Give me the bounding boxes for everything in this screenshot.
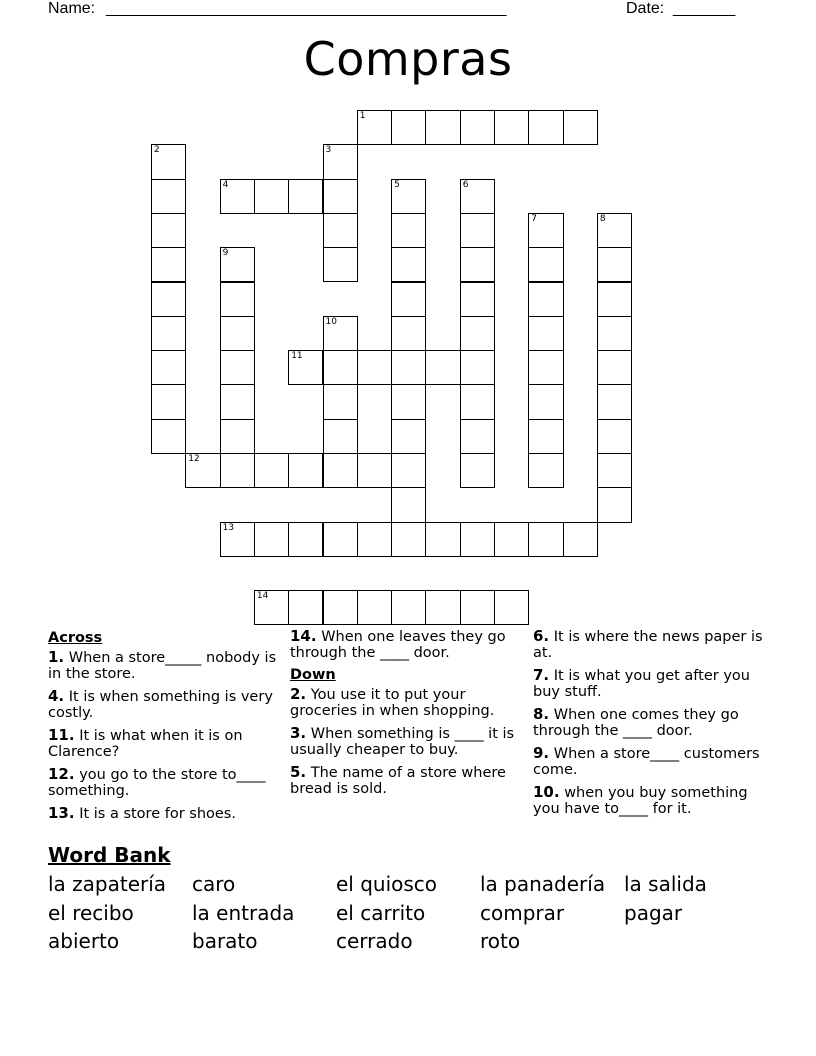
clue-text: It is a store for shoes. [79, 806, 236, 822]
grid-cell[interactable] [151, 282, 186, 317]
clue-across-14 [290, 628, 525, 661]
cell-number: 5 [394, 179, 400, 190]
grid-cell[interactable] [151, 384, 186, 419]
word-bank-item: la panadería [480, 872, 606, 896]
grid-cell[interactable] [391, 487, 426, 522]
grid-cell[interactable] [391, 179, 426, 214]
clues-column-3 [533, 628, 768, 823]
clue-number: 14. [290, 627, 317, 645]
grid-cell[interactable] [220, 419, 255, 454]
grid-cell[interactable] [528, 350, 563, 385]
cell-number: 12 [188, 454, 200, 464]
cell-number: 4 [222, 179, 229, 190]
grid-cell[interactable] [391, 316, 426, 351]
grid-cell[interactable] [528, 247, 563, 282]
grid-cell[interactable] [323, 590, 358, 625]
clue-across-1 [48, 649, 283, 682]
grid-cell[interactable] [151, 419, 186, 454]
grid-cell[interactable] [597, 453, 632, 488]
grid-cell[interactable] [597, 384, 632, 419]
clue-text: When a store_____ nobody is in the store. [48, 650, 277, 682]
grid-cell[interactable] [597, 316, 632, 351]
clue-text: When something is ____ it is usually cheaper to buy. [290, 726, 515, 758]
clue-text: It is where the news paper is at. [533, 629, 763, 661]
grid-cell[interactable] [597, 247, 632, 282]
clue-text: It is what when it is on Clarence? [48, 728, 243, 760]
grid-cell[interactable] [185, 453, 220, 488]
clue-number: 6. [533, 627, 550, 645]
grid-cell[interactable] [254, 453, 289, 488]
across-heading: Across [48, 630, 103, 646]
grid-cell[interactable] [357, 350, 392, 385]
grid-cell[interactable] [460, 110, 495, 145]
grid-cell[interactable] [254, 179, 289, 214]
grid-cell[interactable] [528, 316, 563, 351]
grid-cell[interactable] [528, 453, 563, 488]
clue-down-7 [533, 667, 768, 700]
grid-cell[interactable] [323, 179, 358, 214]
clue-number: 9. [533, 744, 550, 762]
grid-cell[interactable] [357, 110, 392, 145]
grid-cell[interactable] [425, 350, 460, 385]
clues-column-2 [290, 628, 525, 803]
down-heading: Down [290, 667, 336, 683]
grid-cell[interactable] [597, 350, 632, 385]
grid-cell[interactable] [151, 316, 186, 351]
page-title: Compras [303, 32, 513, 86]
grid-cell[interactable] [460, 522, 495, 557]
grid-cell[interactable] [220, 282, 255, 317]
cell-number: 6 [462, 179, 469, 190]
grid-cell[interactable] [323, 419, 358, 454]
grid-cell[interactable] [528, 110, 563, 145]
grid-cell[interactable] [391, 247, 426, 282]
grid-cell[interactable] [494, 522, 529, 557]
clue-across-4 [48, 688, 283, 721]
clue-number: 4. [48, 687, 65, 705]
grid-cell[interactable] [220, 522, 255, 557]
clue-down-8 [533, 706, 768, 739]
clue-across-13 [48, 805, 283, 822]
grid-cell[interactable] [323, 522, 358, 557]
word-bank-item: el recibo [48, 900, 134, 925]
word-bank-item: roto [480, 929, 521, 953]
grid-cell[interactable] [391, 110, 426, 145]
clue-text: When a store____ customers come. [533, 746, 760, 778]
clue-number: 7. [533, 666, 550, 684]
grid-cell[interactable] [220, 384, 255, 419]
word-bank-item: pagar [624, 900, 683, 925]
grid-cell[interactable] [460, 316, 495, 351]
grid-cell[interactable] [151, 213, 186, 248]
grid-cell[interactable] [220, 247, 255, 282]
grid-cell[interactable] [323, 316, 358, 351]
grid-cell[interactable] [460, 590, 495, 625]
grid-cell[interactable] [323, 247, 358, 282]
grid-cell[interactable] [288, 179, 323, 214]
grid-cell[interactable] [323, 384, 358, 419]
grid-cell[interactable] [425, 522, 460, 557]
date-label: Date: [626, 0, 665, 17]
clue-text: It is when something is very costly. [48, 689, 273, 721]
grid-cell[interactable] [597, 419, 632, 454]
grid-cell[interactable] [391, 419, 426, 454]
word-bank-item: la salida [624, 872, 707, 896]
grid-cell[interactable] [563, 110, 598, 145]
grid-cell[interactable] [391, 350, 426, 385]
clue-number: 10. [533, 783, 560, 801]
cell-number: 2 [154, 145, 160, 156]
grid-cell[interactable] [391, 590, 426, 625]
clue-text: The name of a store where bread is sold. [290, 765, 506, 797]
cell-number: 11 [291, 351, 303, 362]
word-bank-item: la entrada [192, 900, 295, 925]
grid-cell[interactable] [254, 522, 289, 557]
clue-number: 12. [48, 765, 75, 783]
clue-number: 11. [48, 726, 75, 744]
grid-cell[interactable] [460, 179, 495, 214]
grid-cell[interactable] [597, 487, 632, 522]
grid-cell[interactable] [357, 522, 392, 557]
grid-cell[interactable] [323, 213, 358, 248]
word-bank-title: Word Bank [48, 843, 171, 867]
clue-number: 5. [290, 763, 307, 781]
word-bank-item: la zapatería [48, 872, 167, 896]
word-bank-item: cerrado [336, 929, 413, 953]
clue-down-3 [290, 725, 525, 758]
grid-cell[interactable] [597, 282, 632, 317]
cell-number: 1 [359, 111, 366, 121]
grid-cell[interactable] [151, 144, 186, 179]
clue-across-12 [48, 766, 283, 799]
clue-down-10 [533, 784, 768, 817]
grid-cell[interactable] [323, 453, 358, 488]
word-bank-item: abierto [48, 929, 120, 953]
grid-cell[interactable] [460, 350, 495, 385]
cell-number: 7 [531, 213, 538, 224]
grid-cell[interactable] [528, 213, 563, 248]
clue-down-9 [533, 745, 768, 778]
clue-down-2 [290, 686, 525, 719]
clue-number: 1. [48, 648, 65, 666]
grid-cell[interactable] [323, 144, 358, 179]
grid-cell[interactable] [597, 213, 632, 248]
grid-cell[interactable] [528, 522, 563, 557]
grid-cell[interactable] [220, 316, 255, 351]
grid-cell[interactable] [391, 282, 426, 317]
grid-cell[interactable] [460, 384, 495, 419]
grid-cell[interactable] [357, 453, 392, 488]
grid-cell[interactable] [288, 522, 323, 557]
grid-cell[interactable] [151, 179, 186, 214]
grid-cell[interactable] [288, 590, 323, 625]
clue-number: 13. [48, 804, 75, 822]
clue-text: you go to the store to____ something. [48, 767, 266, 799]
grid-cell[interactable] [563, 522, 598, 557]
clue-text: It is what you get after you buy stuff. [533, 668, 750, 700]
grid-cell[interactable] [151, 350, 186, 385]
name-label: Name: [48, 0, 96, 17]
date-field[interactable]: _______ [673, 0, 736, 17]
grid-cell[interactable] [391, 213, 426, 248]
grid-cell[interactable] [391, 384, 426, 419]
grid-cell[interactable] [425, 590, 460, 625]
clue-text: You use it to put your groceries in when shopping. [290, 687, 495, 719]
cell-number: 8 [599, 213, 606, 224]
word-bank-item: comprar [480, 900, 565, 925]
grid-cell[interactable] [151, 247, 186, 282]
clue-text: When one comes they go through the ____ door. [533, 707, 739, 739]
grid-cell[interactable] [460, 453, 495, 488]
grid-cell[interactable] [460, 247, 495, 282]
word-bank-item: el carrito [336, 900, 426, 925]
cell-number: 10 [325, 316, 337, 327]
cell-number: 14 [256, 591, 269, 602]
grid-cell[interactable] [220, 179, 255, 214]
clue-number: 3. [290, 724, 307, 742]
grid-cell[interactable] [425, 110, 460, 145]
grid-cell[interactable] [528, 282, 563, 317]
grid-cell[interactable] [220, 350, 255, 385]
grid-cell[interactable] [391, 453, 426, 488]
grid-cell[interactable] [323, 350, 358, 385]
name-field[interactable]: _____________________________________________ [106, 0, 507, 17]
clue-number: 8. [533, 705, 550, 723]
word-bank-item: el quiosco [336, 872, 438, 896]
word-bank-item: barato [192, 929, 258, 953]
word-bank-item: caro [192, 872, 236, 896]
grid-cell[interactable] [288, 453, 323, 488]
clue-across-11 [48, 727, 283, 760]
grid-cell[interactable] [460, 282, 495, 317]
cell-number: 3 [325, 145, 332, 156]
grid-cell[interactable] [528, 384, 563, 419]
grid-cell[interactable] [220, 453, 255, 488]
cell-number: 9 [222, 248, 229, 259]
grid-cell[interactable] [494, 590, 529, 625]
grid-cell[interactable] [357, 590, 392, 625]
grid-cell[interactable] [528, 419, 563, 454]
grid-cell[interactable] [254, 590, 289, 625]
clue-text: when you buy something you have to____ for it. [533, 785, 748, 817]
grid-cell[interactable] [391, 522, 426, 557]
clue-down-6 [533, 628, 768, 661]
clue-text: When one leaves they go through the ____ door. [290, 629, 506, 661]
grid-cell[interactable] [460, 213, 495, 248]
clue-down-5 [290, 764, 525, 797]
header [48, 0, 748, 22]
clues-column-1 [48, 628, 283, 828]
grid-cell[interactable] [494, 110, 529, 145]
grid-cell[interactable] [288, 350, 323, 385]
grid-cell[interactable] [460, 419, 495, 454]
clue-number: 2. [290, 685, 307, 703]
cell-number: 13 [222, 522, 235, 533]
